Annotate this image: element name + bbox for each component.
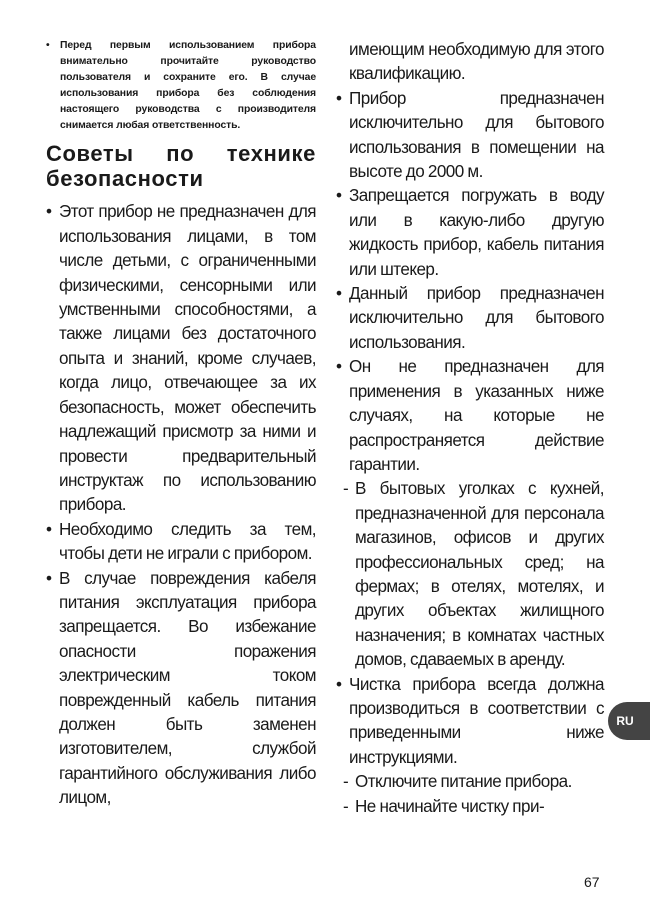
- cleaning-steps: [336, 770, 604, 819]
- left-column: [46, 38, 316, 811]
- right-column: [336, 38, 604, 819]
- safety-bullet: • Данный прибор предназначен исключительно для бытового использования.: [336, 282, 604, 355]
- cleaning-list: [336, 673, 604, 771]
- safety-bullet: • Прибор предназначен исключительно для бытового использования в помещении на высоте до 2000 м.: [336, 87, 604, 185]
- safety-bullet: • Чистка прибора всегда должна производиться в соответствии с приведенными ниже инструкциями.: [336, 673, 604, 771]
- safety-bullet: • Запрещается погружать в воду или в какую-либо другую жидкость прибор, кабель питания или штекер.: [336, 184, 604, 282]
- intro-bullet: • Перед первым использованием прибора внимательно прочитайте руководство пользователя и сохраните его. В случае использования прибора без соблюдения настоящего руководства с производителя снимается любая ответственность.: [46, 38, 316, 133]
- safety-bullet: • Он не предназначен для применения в указанных ниже случаях, на которые не распространяется действие гарантии.: [336, 355, 604, 477]
- intro-notice: [46, 38, 316, 133]
- warranty-exclusions: [336, 477, 604, 672]
- safety-bullet: • Этот прибор не предназначен для использования лицами, в том числе детьми, с ограниченными физическими, сенсорными или умственными способностями, а также лицами без достаточного опыта и знаний, кроме случаев, когда лицо, отвечающее за их безопасность, может обеспечить надлежащий присмотр за ними и провести предварительный инструктаж по использованию прибора.: [46, 200, 316, 517]
- safety-list-right: [336, 38, 604, 477]
- sub-item: - В бытовых уголках с кухней, предназначенной для персонала магазинов, офисов и других профессиональных сред; на фермах; в отелях, мотелях, и других объектах жилищного назначения; в комнатах частных домов, сдаваемых в аренду.: [336, 477, 604, 672]
- language-tab: RU: [608, 702, 650, 740]
- safety-bullet: • В случае повреждения кабеля питания эксплуатация прибора запрещается. Во избежание опасности поражения электрическим током поврежденный кабель питания должен быть заменен изготовителем, службой гарантийного обслуживания либо лицом,: [46, 567, 316, 811]
- continuation-text: имеющим необходимую для этого квалификацию.: [349, 40, 604, 84]
- safety-bullet: • Необходимо следить за тем, чтобы дети не играли с прибором.: [46, 518, 316, 567]
- page-number: 67: [584, 874, 600, 890]
- section-title: Советы по технике безопасности: [46, 141, 316, 192]
- sub-item: - Не начинайте чистку при-: [336, 795, 604, 819]
- safety-list-left: [46, 200, 316, 810]
- sub-item: - Отключите питание прибора.: [336, 770, 604, 794]
